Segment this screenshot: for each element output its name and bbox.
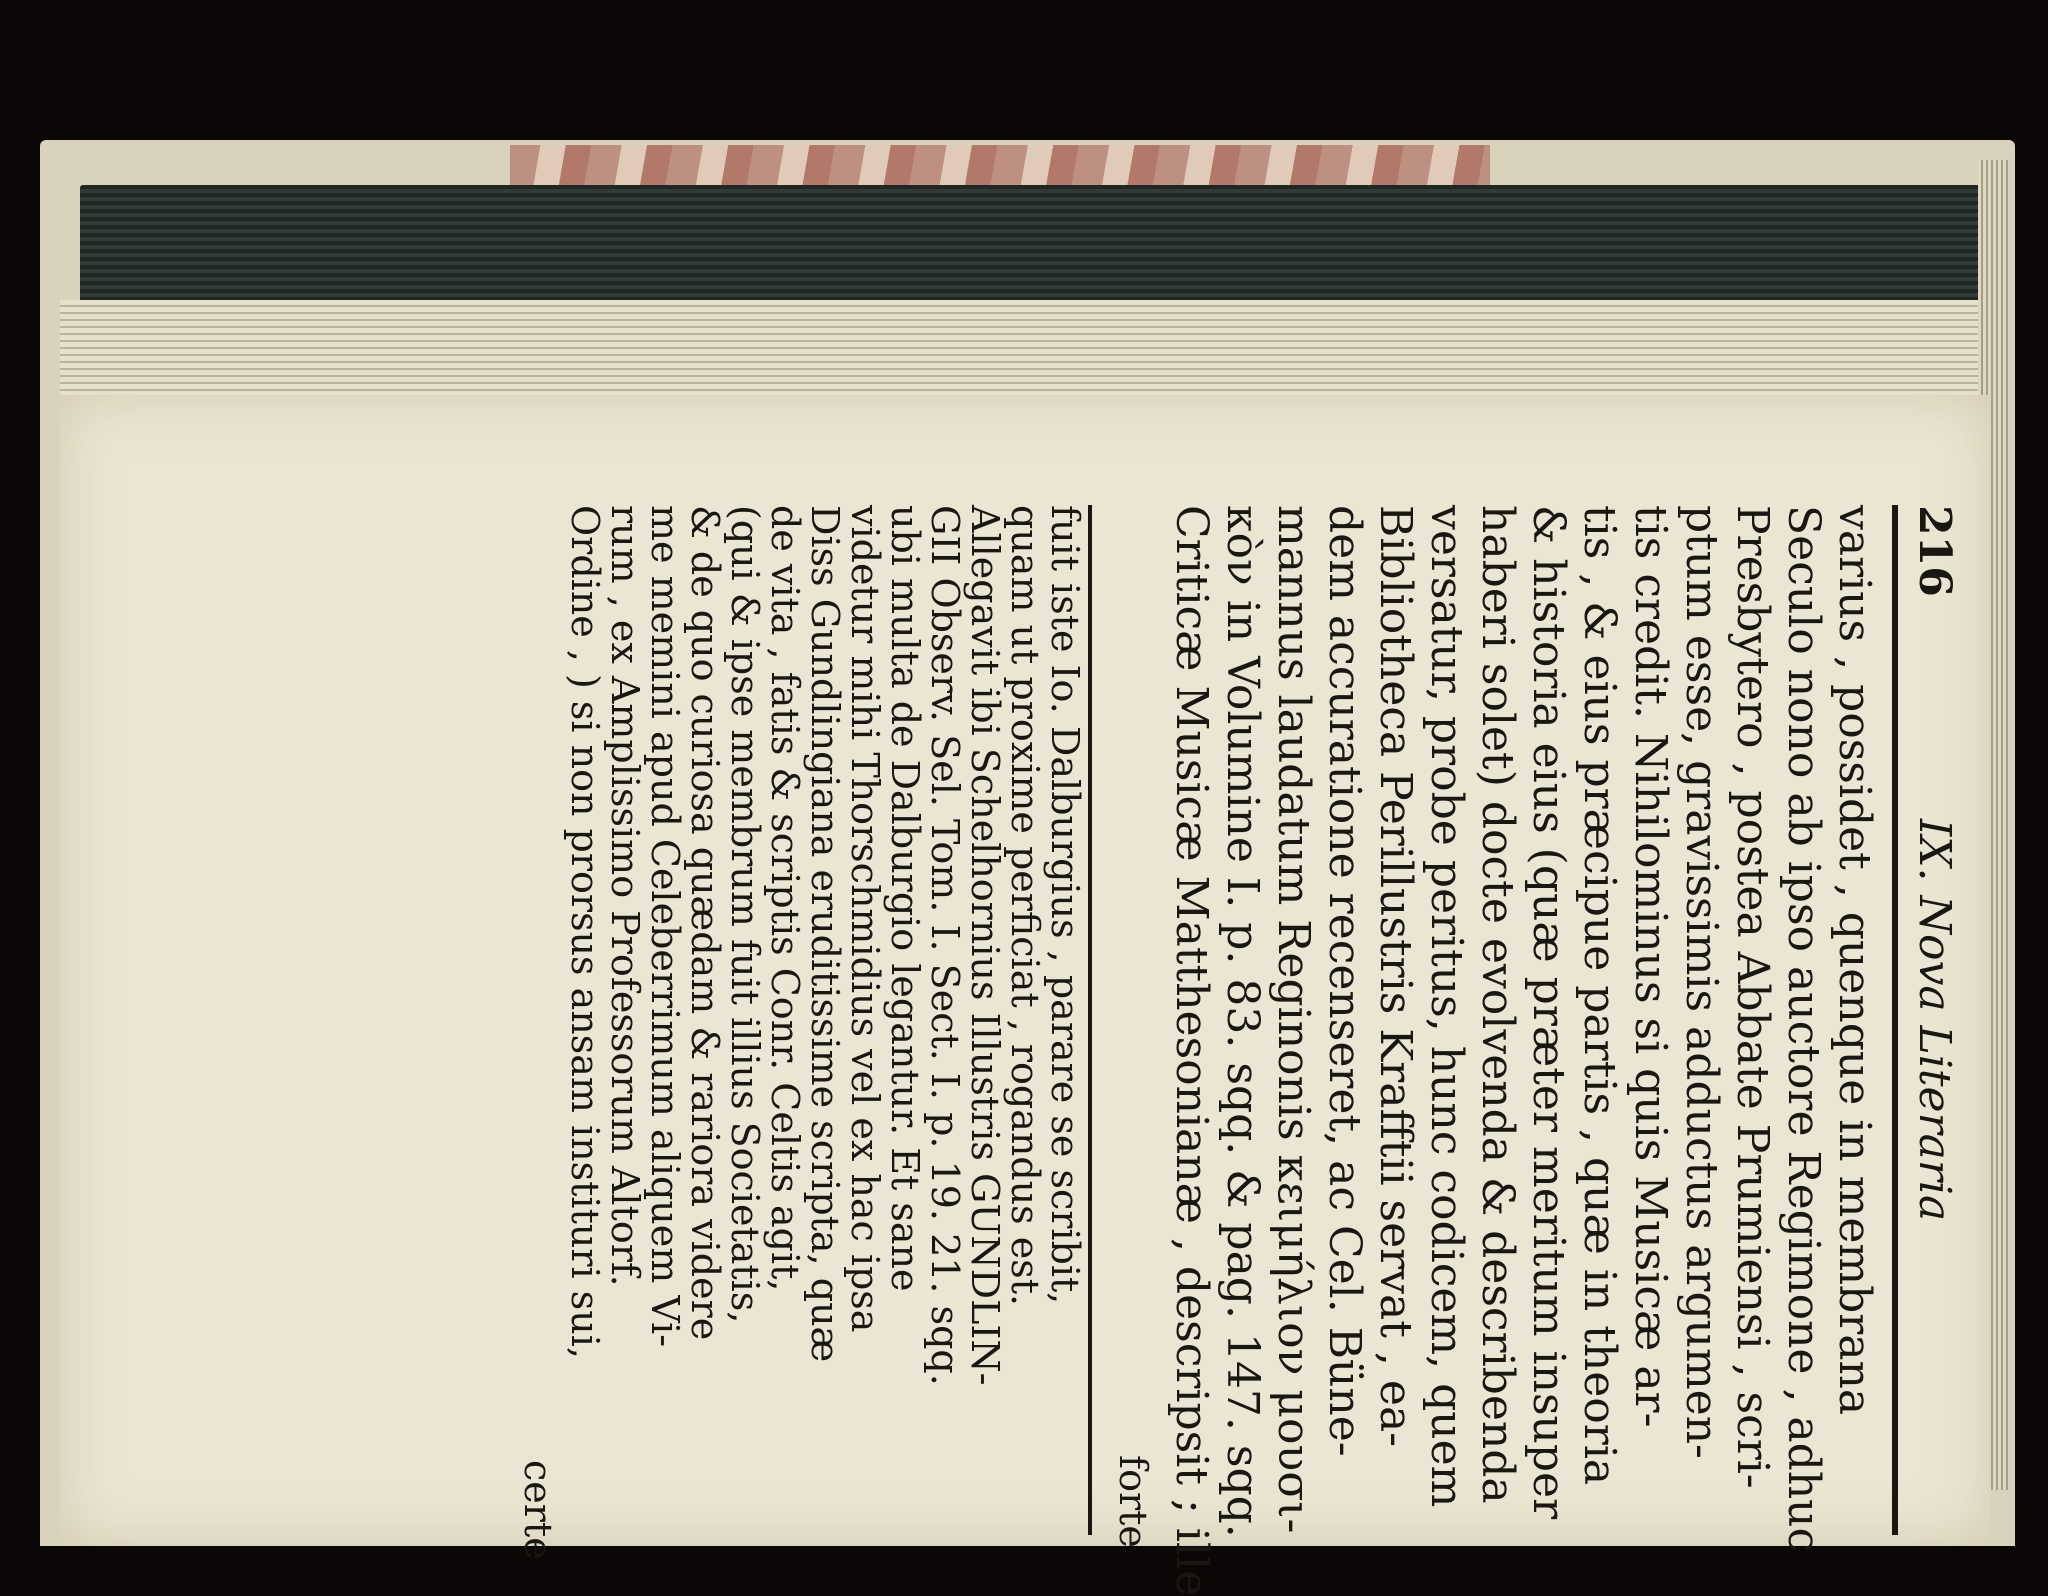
page-number: 216 xyxy=(1909,505,1960,597)
main-text-line: Seculo nono ab ipso auctore Regimone , adhuc xyxy=(1778,505,1829,1553)
footnote-line: (qui & ipse membrum fuit illius Societatis, xyxy=(723,505,767,1324)
main-text-line: haberi solet) docte evolvenda & describenda xyxy=(1472,505,1523,1504)
footnote-text xyxy=(565,505,1085,1535)
catchword-main: forte xyxy=(1111,1455,1155,1548)
main-text-line: & historia eius (quæ præter meritum insuper xyxy=(1523,505,1574,1520)
main-text-line: κὸν in Volumine I. p. 83. sqq. & pag. 147. sqq. xyxy=(1217,505,1268,1538)
footnote-line: rum , ex Amplissimo Professorum Altorf. xyxy=(603,505,647,1287)
footnote-line: Diss Gundlingiana eruditissime scripta, quæ xyxy=(803,505,847,1363)
page-edges xyxy=(60,300,1995,410)
footnote-line: videtur mihi Thorschmidius vel ex hac ipsa xyxy=(843,505,887,1333)
footnote-line: ubi multa de Dalburgio legantur. Et sane xyxy=(883,505,927,1292)
main-text-line: Criticæ Musicæ Matthesonianæ , descripsit ; ille xyxy=(1166,505,1217,1596)
footnote-line: quam ut proxime perficiat , rogandus est. xyxy=(1003,505,1047,1307)
main-text-line: ptum esse, gravissimis adductus argumen- xyxy=(1676,505,1727,1459)
footnote-line: me memini apud Celeberrimum aliquem Vi- xyxy=(643,505,687,1348)
main-text-line: varius , possidet , quenque in membrana xyxy=(1829,505,1880,1416)
marbled-endpaper xyxy=(510,145,1490,190)
footnote-line: & de quo curiosa quædam & rariora videre xyxy=(683,505,727,1341)
running-head xyxy=(1900,505,1960,1535)
main-text-line: mannus laudatum Reginonis κειμήλιον μουσι- xyxy=(1268,505,1319,1534)
footnote-line: Allegavit ibi Schelhornius Illustris GUNDLIN- xyxy=(963,505,1007,1386)
running-title: IX. Nova Literaria xyxy=(1909,818,1960,1222)
footnote-line: Ordine , ) si non prorsus ansam instituri sui, xyxy=(563,505,607,1359)
footnote-line: fuit iste Io. Dalburgius , parare se scribit, xyxy=(1043,505,1087,1305)
header-rule xyxy=(1892,505,1898,1535)
main-text-line: Bibliotheca Perillustris Krafftii servat , ea- xyxy=(1370,505,1421,1448)
main-text-line: Presbytero , postea Abbate Prumiensi , scri- xyxy=(1727,505,1778,1489)
catchword-note: certe xyxy=(516,1460,560,1560)
main-text-line: tis credit. Nihilominus si quis Musicæ ar- xyxy=(1625,505,1676,1428)
main-text-line: dem accuratione recenseret, ac Cel. Büne- xyxy=(1319,505,1370,1457)
main-text-line: versatur, probe peritus, hunc codicem, quem xyxy=(1421,505,1472,1508)
book-page xyxy=(60,395,1990,1596)
footnote-line: de vita , fatis & scriptis Conr. Celtis agit, xyxy=(763,505,807,1292)
page-content xyxy=(516,505,1960,1596)
footnote-line: GII Observ. Sel. Tom. I. Sect. I. p. 19. 21. sqq. xyxy=(923,505,967,1386)
notes-rule xyxy=(1088,505,1092,1535)
main-text-line: tis , & eius præcipue partis , quæ in theoria xyxy=(1574,505,1625,1486)
main-text xyxy=(1166,505,1880,1596)
